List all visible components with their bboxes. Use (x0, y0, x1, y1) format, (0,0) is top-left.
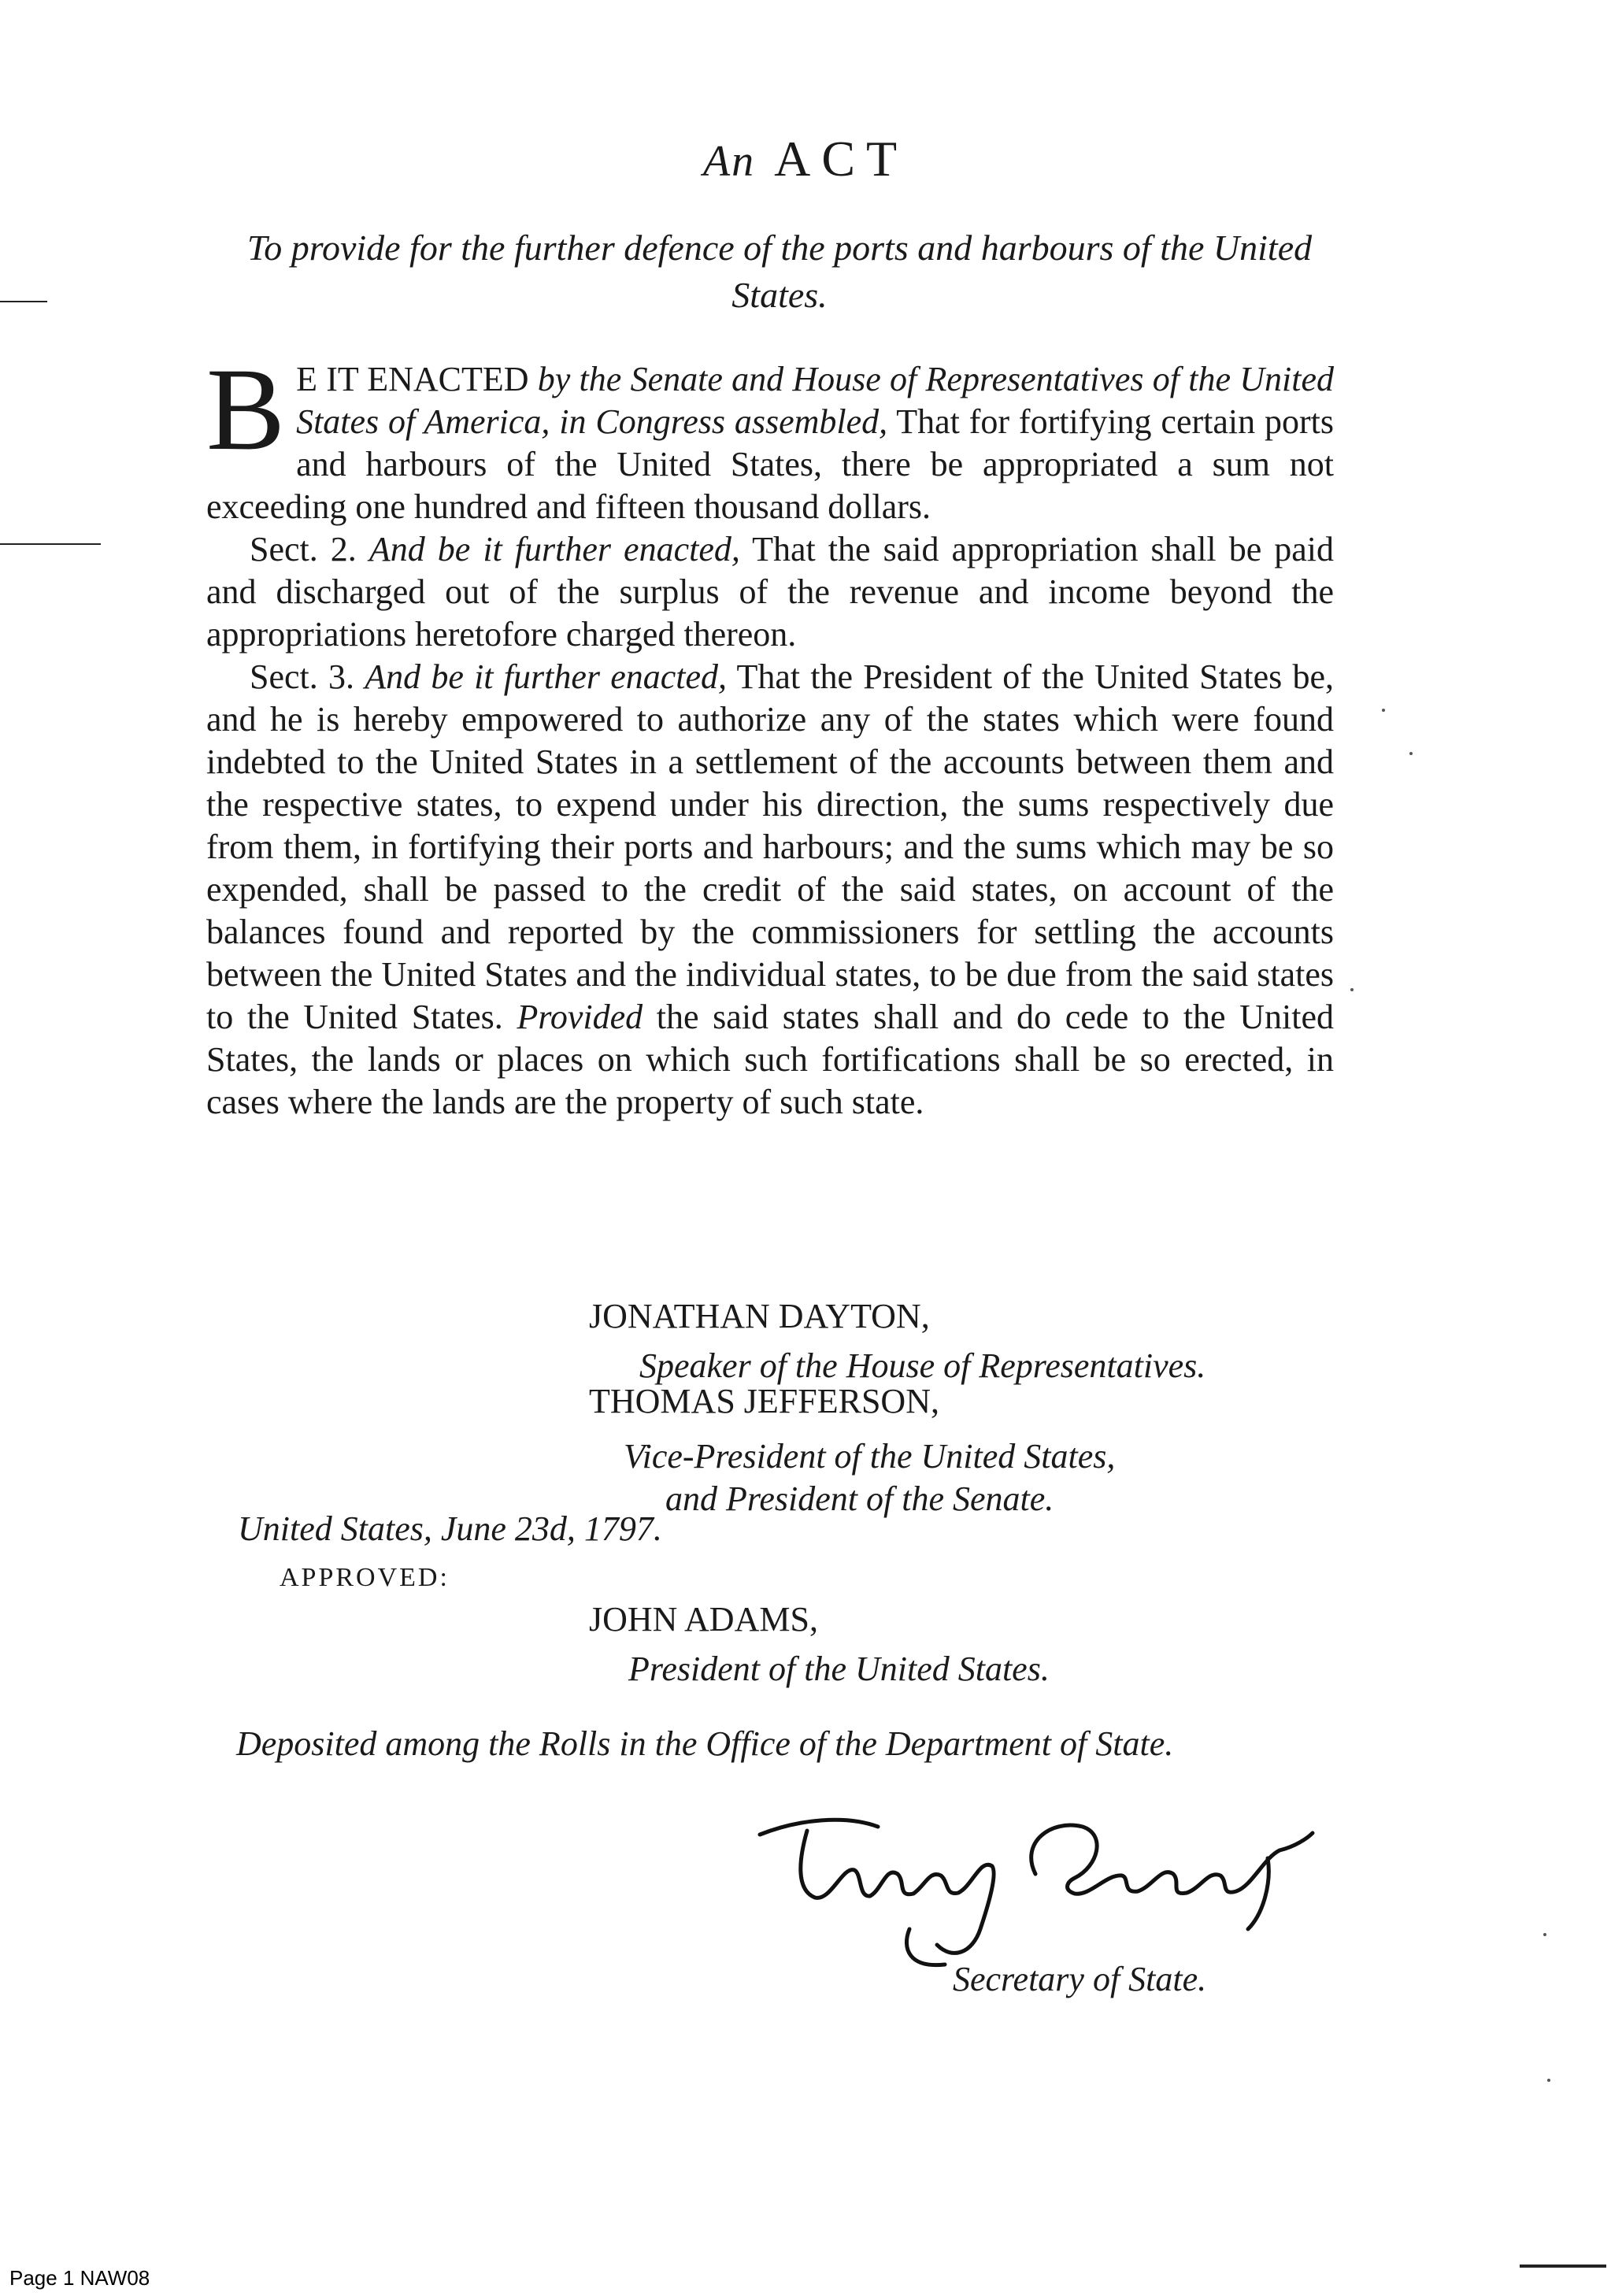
section-2-text: That the said appropriation shall be paid and discharged out of the surplus of the revenue and income beyond the appropriations heretofore charged thereon. (206, 530, 1335, 654)
scan-speck (1543, 1933, 1546, 1936)
section-2 (206, 528, 1334, 656)
title-word: ACT (774, 131, 909, 187)
vp-name: THOMAS JEFFERSON, (589, 1382, 939, 1420)
act-body (206, 344, 1335, 1124)
vp-title-line-1: Vice-President of the United States, (624, 1437, 1116, 1476)
section-2-italic: And be it further enacted, (368, 530, 740, 568)
scan-edge-mark (0, 301, 47, 302)
secretary-title: Secretary of State. (953, 1960, 1207, 1998)
approved-label: APPROVED: (280, 1563, 450, 1592)
act-subtitle: To provide for the further defence of the ports and harbours of the United States. (246, 228, 1313, 315)
scan-speck (1547, 2079, 1550, 2082)
title-prefix: An (702, 137, 756, 186)
section-1-text: That for fortifying certain ports and harbours of the United States, there be appropriated a sum not exceeding one hundred and fifteen thousand dollars. (206, 402, 1334, 526)
proviso-text: the said states shall and do cede to the United States, the lands or places on which such fortifications shall be so erected, in cases where the lands are the property of such state. (206, 998, 1334, 1121)
page-footer: Page 1 NAW08 (9, 2266, 150, 2290)
section-3-label: Sect. 3. (250, 657, 354, 696)
president-name: JOHN ADAMS, (589, 1600, 818, 1639)
speaker-name: JONATHAN DAYTON, (589, 1297, 930, 1335)
speaker-title: Speaker of the House of Representatives. (639, 1346, 1206, 1385)
proviso-italic: Provided (517, 998, 643, 1036)
scan-speck (1350, 988, 1354, 991)
president-title: President of the United States. (628, 1650, 1050, 1688)
scan-speck (1382, 709, 1385, 712)
section-3-italic: And be it further enacted, (365, 657, 728, 696)
scan-edge-mark (1520, 2265, 1606, 2268)
vp-title-line-2: and President of the Senate. (665, 1479, 1054, 1518)
act-title (0, 130, 1611, 188)
date-line: United States, June 23d, 1797. (238, 1509, 662, 1548)
signature-stroke-first-name (760, 1820, 994, 1953)
scan-edge-mark (0, 543, 101, 545)
enacting-clause (206, 344, 1334, 528)
section-2-label: Sect. 2. (250, 530, 357, 568)
section-3 (206, 656, 1334, 1124)
deposit-line: Deposited among the Rolls in the Office of the Department of State. (236, 1724, 1174, 1763)
enacting-caps: E IT ENACTED (296, 360, 529, 398)
handwritten-signature (752, 1811, 1319, 1976)
section-3-text: That the President of the United States be, and he is hereby empowered to authorize any of the states which were found indebted to the United States in a settlement of the accounts between them and the respective states, to expend under his direction, the sums respectively due from them, in fortifying their ports and harbours; and the sums which may be so expended, shall be passed to the credit of the said states, on account of the balances found and reported by the commissioners for settling the accounts between the United States and the individual states, to be due from the said states to the United States. (206, 657, 1334, 1036)
enacting-italic: by the Senate and House of Representatives of the United States of America, in Congress assembled, (296, 360, 1334, 441)
signature-stroke-last-name (1031, 1825, 1313, 1929)
scan-speck (1409, 752, 1413, 755)
drop-cap: B (206, 344, 286, 475)
